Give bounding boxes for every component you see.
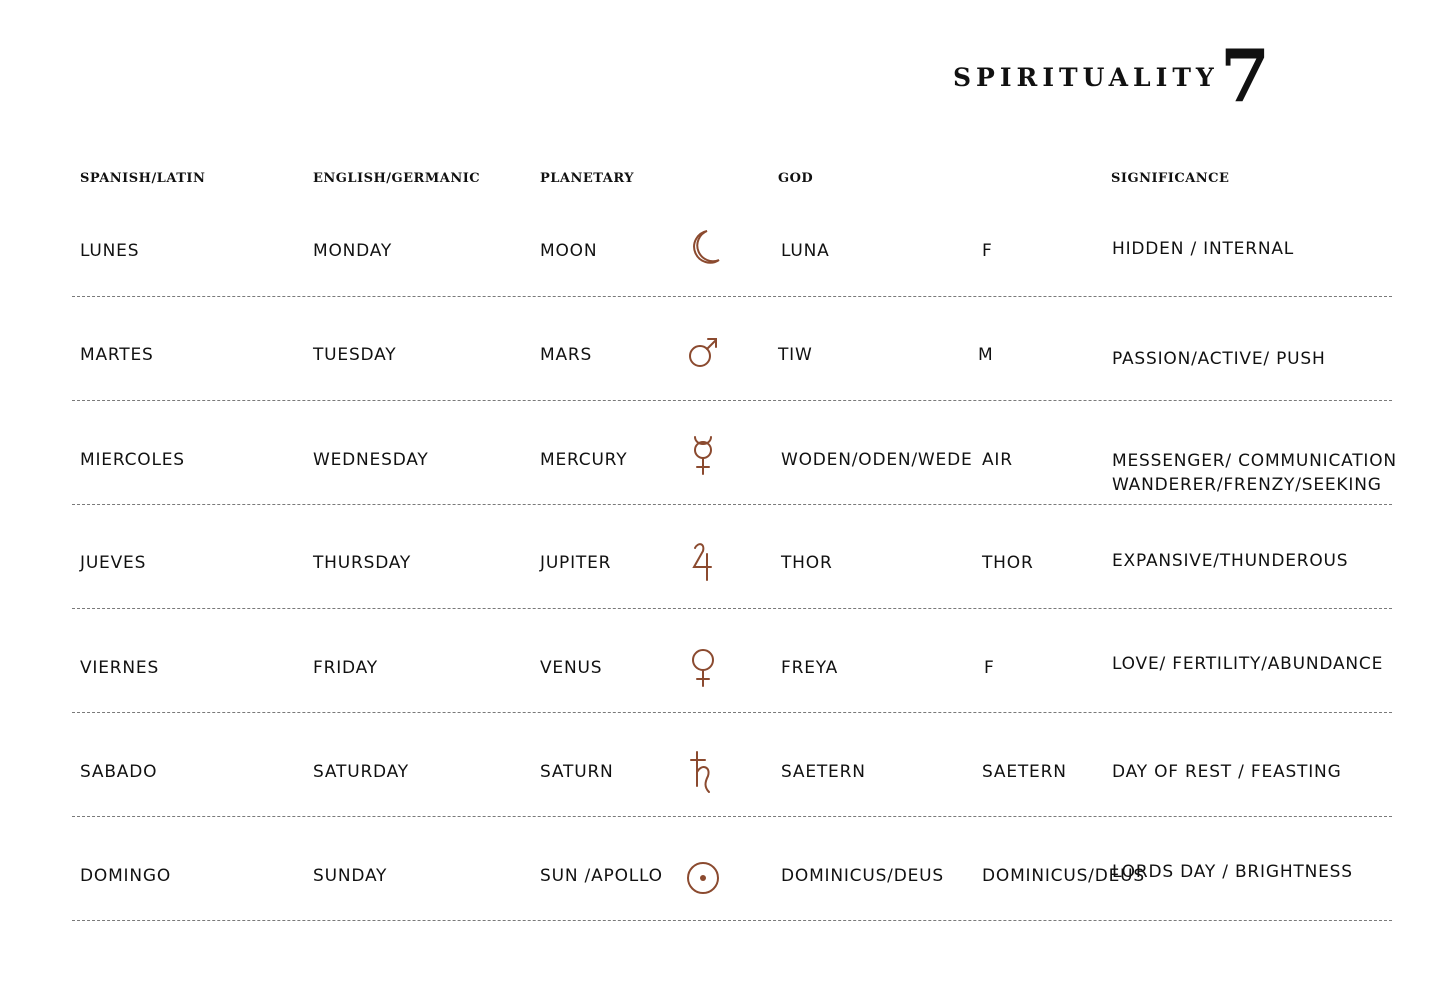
table-row xyxy=(0,820,1456,924)
cell-significance: PASSION/ACTIVE/ PUSH xyxy=(1112,349,1326,369)
row-divider xyxy=(72,504,1392,505)
cell-planet: MOON xyxy=(540,241,598,261)
cell-gender: F xyxy=(984,658,995,678)
table-row xyxy=(0,404,1456,508)
header-planetary: PLANETARY xyxy=(540,171,635,186)
cell-significance: LORDS DAY / BRIGHTNESS xyxy=(1112,862,1353,882)
cell-spanish: VIERNES xyxy=(80,658,160,678)
cell-gender: DOMINICUS/DEUS xyxy=(982,866,1145,886)
cell-god: THOR xyxy=(781,553,833,573)
cell-significance: EXPANSIVE/THUNDEROUS xyxy=(1112,551,1349,571)
cell-spanish: DOMINGO xyxy=(80,866,172,886)
cell-planet: VENUS xyxy=(540,658,603,678)
cell-planet: SUN /APOLLO xyxy=(540,866,663,886)
cell-significance: LOVE/ FERTILITY/ABUNDANCE xyxy=(1112,654,1384,674)
cell-spanish: JUEVES xyxy=(80,553,147,573)
cell-god: FREYA xyxy=(781,658,839,678)
cell-english: TUESDAY xyxy=(313,345,397,365)
cell-god: DOMINICUS/DEUS xyxy=(781,866,944,886)
cell-gender: THOR xyxy=(982,553,1034,573)
row-divider xyxy=(72,920,1392,921)
header-spanish-latin: SPANISH/LATIN xyxy=(80,171,206,186)
cell-planet: MARS xyxy=(540,345,593,365)
moon-icon xyxy=(683,226,723,270)
cell-planet: MERCURY xyxy=(540,450,628,470)
row-divider xyxy=(72,296,1392,297)
cell-gender: SAETERN xyxy=(982,762,1067,782)
cell-god: SAETERN xyxy=(781,762,866,782)
cell-god: LUNA xyxy=(781,241,830,261)
cell-significance: MESSENGER/ COMMUNICATION WANDERER/FRENZY/SEEKING xyxy=(1112,451,1397,495)
cell-planet: SATURN xyxy=(540,762,614,782)
cell-significance: HIDDEN / INTERNAL xyxy=(1112,239,1295,259)
cell-gender: AIR xyxy=(982,450,1013,470)
venus-icon xyxy=(683,646,723,690)
table-row xyxy=(0,508,1456,612)
page-title: SPIRITUALITY xyxy=(953,63,1219,92)
cell-significance: DAY OF REST / FEASTING xyxy=(1112,762,1342,782)
sun-icon xyxy=(683,856,723,900)
table-row xyxy=(0,300,1456,404)
cell-english: SUNDAY xyxy=(313,866,388,886)
row-divider xyxy=(72,712,1392,713)
header-god: GOD xyxy=(778,171,814,186)
cell-english: THURSDAY xyxy=(313,553,412,573)
table-row xyxy=(0,612,1456,716)
header-significance: SIGNIFICANCE xyxy=(1111,171,1230,186)
cell-god: TIW xyxy=(778,345,813,365)
cell-planet: JUPITER xyxy=(540,553,612,573)
cell-english: SATURDAY xyxy=(313,762,409,782)
row-divider xyxy=(72,816,1392,817)
cell-english: MONDAY xyxy=(313,241,393,261)
cell-god: WODEN/ODEN/WEDE xyxy=(781,450,973,470)
cell-english: FRIDAY xyxy=(313,658,378,678)
jupiter-icon xyxy=(683,540,723,584)
table-row xyxy=(0,716,1456,820)
cell-spanish: MIERCOLES xyxy=(80,450,185,470)
mercury-icon xyxy=(683,434,723,478)
page-title-block xyxy=(950,33,1280,118)
cell-spanish: SABADO xyxy=(80,762,158,782)
cell-spanish: LUNES xyxy=(80,241,140,261)
cell-gender: M xyxy=(978,345,994,365)
table-row xyxy=(0,196,1456,300)
cell-gender: F xyxy=(982,241,993,261)
header-english-germanic: ENGLISH/GERMANIC xyxy=(313,171,481,186)
row-divider xyxy=(72,608,1392,609)
cell-english: WEDNESDAY xyxy=(313,450,429,470)
mars-icon xyxy=(683,332,723,376)
row-divider xyxy=(72,400,1392,401)
saturn-icon xyxy=(683,750,723,794)
page-number: 7 xyxy=(1220,33,1271,118)
cell-spanish: MARTES xyxy=(80,345,154,365)
